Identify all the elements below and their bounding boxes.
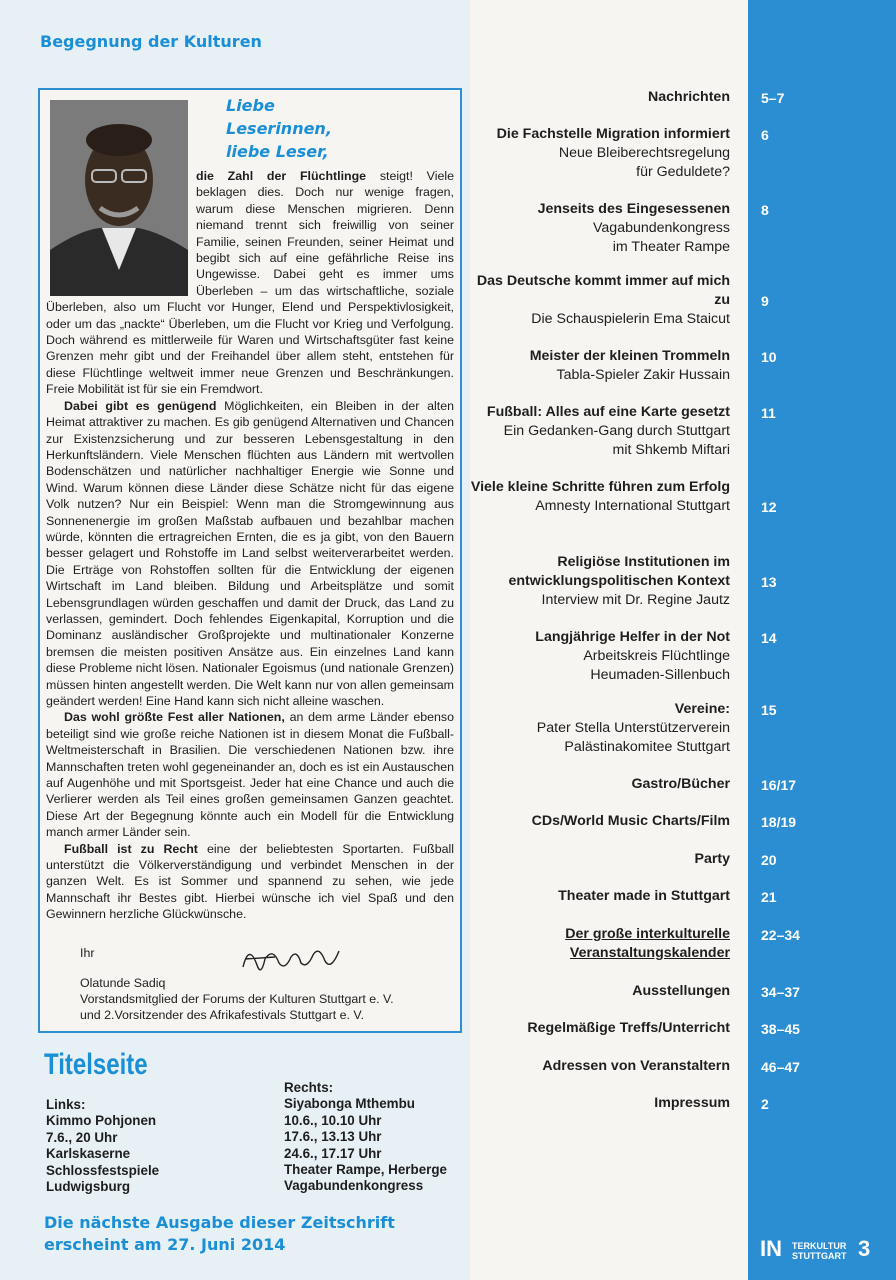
toc-title: Langjährige Helfer in der Not — [535, 629, 730, 645]
toc-title: Viele kleine Schritte führen zum Erfolg — [470, 479, 730, 495]
toc-page: 46–47 — [761, 1059, 800, 1075]
next-issue-line: Die nächste Ausgabe dieser Zeitschrift — [44, 1213, 395, 1232]
toc-title: Nachrichten — [648, 89, 730, 105]
paragraph: steigt! Viele beklagen dies. Doch nur wenige fragen, warum diese Menschen migrieren. Denn niemand trennt sich freiwillig von seiner Familie, seinen Freunden, seiner Heimat und begibt sich auf eine gefährliche Reise ins Ungewisse. Dabei geht es immer ums Überleben – um das wirtschaftliche, soziale Überleben, also um Flucht vor Hunger, Elend und Perspektivlosigkeit, oder um das „nackte“ Überleben, um die Flucht vor Krieg und Verfolgung. Doch während es mittlerweile für Waren und Wirtschaftsgüter fast keine Grenzen mehr gibt und der Freihandel über allem steht, entstehen für diese Flüchtlinge weltweit immer neue Grenzen und Beschränkungen. Freie Mobilität ist für sie ein Fremdwort. — [46, 169, 454, 397]
toc-subtitle: Pater Stella Unterstützerverein — [536, 720, 730, 736]
toc-entry[interactable] — [470, 403, 730, 460]
toc-title: Theater made in Stuttgart — [558, 888, 730, 904]
toc-title: Gastro/Bücher — [631, 776, 730, 792]
toc-entry[interactable] — [470, 1094, 730, 1113]
toc-entry[interactable] — [470, 1057, 730, 1076]
toc-subtitle: Neue Bleiberechtsregelung — [558, 145, 730, 161]
cover-line: Karlskaserne — [46, 1146, 131, 1162]
editorial-greeting — [226, 94, 426, 163]
toc-subtitle: für Geduldete? — [636, 164, 730, 180]
brand-line: TERKULTUR — [792, 1241, 847, 1251]
toc-subtitle: Palästinakomitee Stuttgart — [564, 739, 730, 755]
toc-entry[interactable] — [470, 982, 730, 1001]
toc-page: 18/19 — [761, 814, 797, 830]
toc-page: 11 — [761, 405, 776, 421]
handwritten-signature — [235, 937, 355, 981]
toc-title: Religiöse Institutionen im entwicklungspolitischen Kontext — [508, 554, 730, 589]
toc-subtitle: Tabla-Spieler Zakir Hussain — [556, 367, 730, 383]
toc-title: Adressen von Veranstaltern — [542, 1058, 730, 1074]
toc-entry[interactable] — [470, 700, 730, 757]
toc-title: Jenseits des Eingesessenen — [537, 201, 730, 217]
toc-title: CDs/World Music Charts/Film — [531, 813, 730, 829]
toc-title: Meister der kleinen Trommeln — [529, 348, 730, 364]
author-role: Vorstandsmitglied der Forums der Kulturen Stuttgart e. V. — [80, 992, 394, 1006]
toc-title: Regelmäßige Treffs/Unterricht — [527, 1020, 730, 1036]
table-of-contents — [470, 0, 896, 1280]
author-name: Olatunde Sadiq — [80, 976, 166, 990]
toc-title: Impressum — [654, 1095, 730, 1111]
toc-entry[interactable] — [470, 812, 730, 831]
toc-page: 13 — [761, 574, 777, 590]
paragraph-lead: Das wohl größte Fest aller Nationen, — [64, 710, 285, 725]
cover-line: 24.6., 17.17 Uhr — [284, 1145, 382, 1161]
toc-page: 22–34 — [761, 927, 800, 943]
cover-line: Rechts: — [284, 1080, 334, 1095]
toc-page: 15 — [761, 702, 777, 718]
cover-line: Links: — [46, 1097, 86, 1112]
cover-line: Theater Rampe, Herberge — [284, 1162, 447, 1178]
toc-subtitle: Ein Gedanken-Gang durch Stuttgart — [503, 423, 730, 439]
cover-line: Vagabundenkongress — [284, 1178, 424, 1194]
toc-entry[interactable] — [470, 850, 730, 869]
toc-title: Das Deutsche kommt immer auf mich zu — [476, 273, 730, 308]
toc-page: 34–37 — [761, 984, 800, 1000]
toc-title: Ausstellungen — [632, 983, 730, 999]
toc-entry[interactable] — [470, 125, 730, 182]
brand-in: IN — [760, 1236, 782, 1261]
toc-title: Party — [694, 851, 730, 867]
toc-subtitle: Amnesty International Stuttgart — [535, 498, 730, 514]
cover-line: 10.6., 10.10 Uhr — [284, 1112, 382, 1128]
toc-subtitle: mit Shkemb Miftari — [612, 442, 730, 458]
toc-page: 38–45 — [761, 1021, 800, 1037]
section-title: Begegnung der Kulturen — [40, 32, 262, 51]
greeting-line: Liebe — [226, 96, 275, 115]
paragraph-lead: Dabei gibt es genügend — [64, 398, 217, 413]
toc-subtitle: im Theater Rampe — [612, 239, 730, 255]
signature-block — [80, 945, 440, 1023]
toc-subtitle: Vagabundenkongress — [593, 220, 730, 236]
cover-credits-left — [46, 1097, 159, 1195]
toc-subtitle: Die Schauspielerin Ema Staicut — [531, 311, 730, 327]
paragraph-lead: die Zahl der Flüchtlinge — [196, 169, 367, 183]
toc-title: Vereine: — [674, 701, 730, 717]
greeting-line: Leserinnen, — [226, 119, 332, 138]
next-issue-notice — [44, 1212, 395, 1256]
toc-page: 8 — [761, 202, 769, 218]
toc-title: Die Fachstelle Migration informiert — [496, 126, 730, 142]
toc-title: Fußball: Alles auf eine Karte gesetzt — [486, 404, 730, 420]
toc-entry[interactable] — [470, 628, 730, 685]
toc-entry[interactable] — [470, 887, 730, 906]
toc-page: 10 — [761, 349, 777, 365]
cover-credits-right — [284, 1080, 447, 1195]
paragraph-lead: Fußball ist zu Recht — [64, 841, 198, 856]
toc-page: 14 — [761, 630, 777, 646]
toc-entry[interactable] — [470, 347, 730, 385]
toc-entry[interactable] — [470, 775, 730, 794]
cover-line: Siyabonga Mthembu — [284, 1096, 415, 1112]
toc-page: 2 — [761, 1096, 769, 1112]
greeting-line: liebe Leser, — [226, 142, 329, 161]
cover-line: 7.6., 20 Uhr — [46, 1129, 118, 1145]
cover-line: Kimmo Pohjonen — [46, 1113, 157, 1129]
toc-page: 20 — [761, 852, 777, 868]
editorial-box — [38, 88, 462, 1033]
toc-subtitle: Arbeitskreis Flüchtlinge — [583, 648, 730, 664]
toc-subtitle: Heumaden-Sillenbuch — [590, 667, 730, 683]
cover-title: Titelseite — [44, 1048, 148, 1081]
toc-entry[interactable] — [470, 553, 730, 610]
toc-entry[interactable] — [470, 272, 730, 329]
brand-wordmark — [792, 1241, 847, 1261]
toc-page: 6 — [761, 127, 769, 143]
closing: Ihr — [80, 946, 95, 960]
toc-entry[interactable] — [470, 88, 730, 107]
editorial-text — [46, 168, 454, 923]
brand-line: STUTTGART — [792, 1251, 847, 1261]
toc-page: 21 — [761, 889, 777, 905]
toc-page: 9 — [761, 293, 769, 309]
toc-entry[interactable] — [470, 478, 730, 516]
toc-entry[interactable] — [470, 925, 730, 963]
toc-page: 16/17 — [761, 777, 797, 793]
toc-page: 5–7 — [761, 90, 785, 106]
cover-line: Schlossfestspiele — [46, 1162, 160, 1178]
toc-subtitle: Interview mit Dr. Regine Jautz — [541, 592, 730, 608]
paragraph: an dem arme Länder ebenso beteiligt sind wie große reiche Nationen ist in diesem Monat die Fußball-Weltmeisterschaft in Brasilien. Die verschiedenen Nationen bzw. ihre Mannschaften treten wohl gegeneinander an, doch es ist ein Austauschen auf Augenhöhe und mit Sportsgeist. Jeder hat eine Chance und auch die Verlierer werden als Teil eines großen gemeinsamen Ganzen geachtet. Diese Art der Begegnung könnte auch ein Modell für die Entwicklung manch armer Länder sein. — [46, 710, 454, 840]
toc-entry[interactable] — [470, 1019, 730, 1038]
cover-line: Ludwigsburg — [46, 1179, 131, 1195]
cover-line: 17.6., 13.13 Uhr — [284, 1129, 382, 1145]
paragraph: Möglichkeiten, ein Bleiben in der alten Heimat attraktiver zu machen. Es gib genügend Alternativen und Chancen zur Existenzsicherung und zur besseren Lebensgestaltung in den Herkunftsländern. Viele Menschen flüchten aus Ländern mit wertvollen Bodenschätzen und natürlicher nachhaltiger Energie wie Sonne und Wind. Warum können diese Länder diese Schätze nicht für das eigene Volk nutzen? Nur ein Beispiel: Wenn man die Stromgewinnung aus Sonnenenergie im großen Maßstab aufbauen und bezahlbar machen würde, könnten die ertragreichen Ernten, die es ja gibt, von den Bauern besser gelagert und Rohstoffe im Land selbst weiterverarbeitet werden. Die Erträge von Rohstoffen sollten für die Entwicklung der eigenen Wirtschaft im Land bleiben. Bildung und Arbeitsplätze und somit Lebensgrundlagen würden geschaffen und damit der Druck, das Land zu verlassen, gemindert. Doch fehlendes Eigenkapital, Korruption und die Dominanz ausländischer Großprojekte und multinationaler Konzerne bremsen die meisten positiven Ansätze aus. Ein einzelnes Land kann diese Probleme nicht lösen. Nationaler Egoismus (und nationale Grenzen) müssen hinten angestellt werden. Die Welt kann nur von allen gemeinsam geändert werden! Eine Hand kann sich nicht alleine waschen. — [46, 398, 454, 708]
toc-title: Der große interkulturelle Veranstaltungskalender — [565, 926, 730, 961]
toc-entry[interactable] — [470, 200, 730, 257]
page-number: 3 — [858, 1236, 871, 1261]
toc-page: 12 — [761, 499, 777, 515]
author-role: und 2.Vorsitzender des Afrikafestivals Stuttgart e. V. — [80, 1008, 364, 1022]
paragraph: eine der beliebtesten Sportarten. Fußball unterstützt die Völkerverständigung und verbindet Menschen in der ganzen Welt. Es ist Sommer und spannend zu sehen, wie jede Mannschaft ihr Bestes gibt. Hierbei wünsche ich viel Spaß und den Gewinnern herzliche Glückwünsche. — [46, 841, 455, 922]
next-issue-line: erscheint am 27. Juni 2014 — [44, 1235, 286, 1254]
